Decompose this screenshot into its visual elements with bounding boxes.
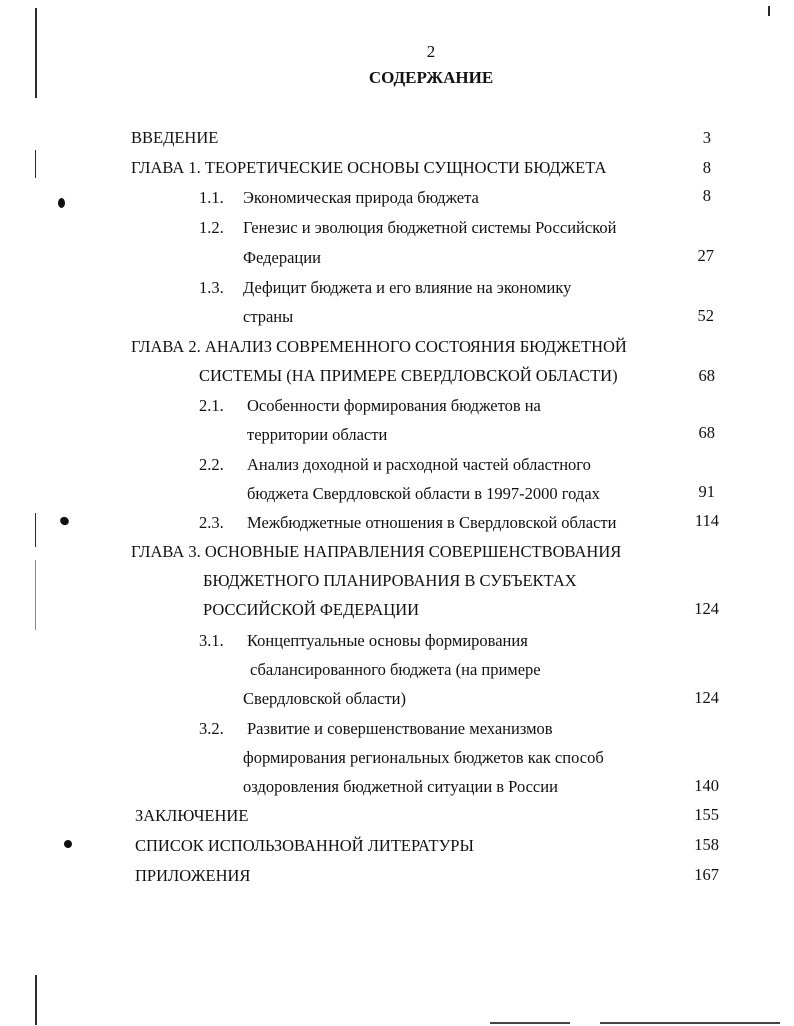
toc-page-3-2: 140	[694, 776, 719, 795]
scan-edge-line	[35, 513, 36, 547]
toc-number-2-2: 2.2.	[199, 455, 224, 474]
toc-entry-1-2[interactable]: Генезис и эволюция бюджетной системы Российской	[243, 218, 617, 237]
scan-bottom-line	[600, 1022, 780, 1024]
scan-edge-line	[35, 150, 36, 178]
toc-page-1-2: 27	[697, 246, 714, 265]
toc-page-1-3: 52	[697, 306, 714, 325]
toc-entry-1-2-cont[interactable]: Федерации	[243, 248, 321, 267]
toc-entry-3-1-cont2[interactable]: Свердловской области)	[243, 689, 406, 708]
toc-page-chapter-1: 8	[702, 158, 711, 177]
toc-page-chapter-2: 68	[698, 366, 715, 385]
toc-entry-2-1[interactable]: Особенности формирования бюджетов на	[247, 396, 541, 415]
toc-entry-chapter-2-cont[interactable]: СИСТЕМЫ (НА ПРИМЕРЕ СВЕРДЛОВСКОЙ ОБЛАСТИ)	[199, 366, 618, 385]
toc-entry-intro[interactable]: ВВЕДЕНИЕ	[131, 128, 219, 147]
scan-edge-line	[35, 975, 37, 1025]
toc-entry-2-3[interactable]: Межбюджетные отношения в Свердловской области	[247, 513, 617, 532]
toc-page-2-3: 114	[694, 511, 719, 530]
toc-entry-1-3-cont[interactable]: страны	[243, 307, 294, 326]
toc-entry-chapter-3-cont[interactable]: БЮДЖЕТНОГО ПЛАНИРОВАНИЯ В СУБЪЕКТАХ	[203, 571, 577, 590]
toc-entry-2-2[interactable]: Анализ доходной и расходной частей областного	[247, 455, 591, 474]
punch-hole-mark	[63, 839, 73, 849]
toc-page-3-1: 124	[694, 688, 719, 707]
toc-number-2-3: 2.3.	[199, 513, 224, 532]
toc-entry-chapter-1[interactable]: ГЛАВА 1. ТЕОРЕТИЧЕСКИЕ ОСНОВЫ СУЩНОСТИ БЮДЖЕТА	[131, 158, 607, 177]
toc-entry-3-2-cont2[interactable]: оздоровления бюджетной ситуации в России	[243, 777, 558, 796]
toc-entry-1-3[interactable]: Дефицит бюджета и его влияние на экономику	[243, 278, 572, 297]
toc-number-3-1: 3.1.	[199, 631, 224, 650]
toc-page-2-2: 91	[698, 482, 715, 501]
toc-title: СОДЕРЖАНИЕ	[368, 68, 494, 87]
toc-page-references: 158	[694, 835, 719, 854]
toc-page-appendices: 167	[694, 865, 719, 884]
toc-entry-chapter-3-cont2[interactable]: РОССИЙСКОЙ ФЕДЕРАЦИИ	[203, 600, 420, 619]
toc-entry-3-2[interactable]: Развитие и совершенствование механизмов	[247, 719, 553, 738]
scan-bottom-line	[490, 1022, 570, 1024]
toc-entry-1-1[interactable]: Экономическая природа бюджета	[243, 188, 479, 207]
toc-entry-3-1[interactable]: Концептуальные основы формирования	[247, 631, 528, 650]
toc-page-2-1: 68	[698, 423, 715, 442]
scan-edge-line	[35, 560, 36, 630]
toc-page-chapter-3: 124	[694, 599, 719, 618]
toc-entry-references[interactable]: СПИСОК ИСПОЛЬЗОВАННОЙ ЛИТЕРАТУРЫ	[135, 836, 474, 855]
toc-page-intro: 3	[702, 128, 711, 147]
toc-entry-3-1-cont[interactable]: сбалансированного бюджета (на примере	[250, 660, 541, 679]
toc-page-conclusion: 155	[694, 805, 719, 824]
toc-entry-chapter-2[interactable]: ГЛАВА 2. АНАЛИЗ СОВРЕМЕННОГО СОСТОЯНИЯ БЮДЖЕТНОЙ	[131, 337, 627, 356]
toc-entry-2-2-cont[interactable]: бюджета Свердловской области в 1997-2000 годах	[247, 484, 600, 503]
toc-entry-conclusion[interactable]: ЗАКЛЮЧЕНИЕ	[135, 806, 249, 825]
toc-entry-2-1-cont[interactable]: территории области	[247, 425, 388, 444]
page-number: 2	[426, 42, 436, 61]
toc-entry-appendices[interactable]: ПРИЛОЖЕНИЯ	[135, 866, 251, 885]
toc-number-1-1: 1.1.	[199, 188, 224, 207]
toc-entry-3-2-cont[interactable]: формирования региональных бюджетов как способ	[243, 748, 604, 767]
scan-corner-mark	[768, 6, 770, 16]
toc-page-1-1: 8	[702, 186, 711, 205]
punch-hole-mark	[58, 198, 65, 208]
toc-entry-chapter-3[interactable]: ГЛАВА 3. ОСНОВНЫЕ НАПРАВЛЕНИЯ СОВЕРШЕНСТВОВАНИЯ	[131, 542, 622, 561]
toc-number-1-2: 1.2.	[199, 218, 224, 237]
toc-number-1-3: 1.3.	[199, 278, 224, 297]
punch-hole-mark	[59, 515, 71, 526]
toc-number-3-2: 3.2.	[199, 719, 224, 738]
toc-number-2-1: 2.1.	[199, 396, 224, 415]
